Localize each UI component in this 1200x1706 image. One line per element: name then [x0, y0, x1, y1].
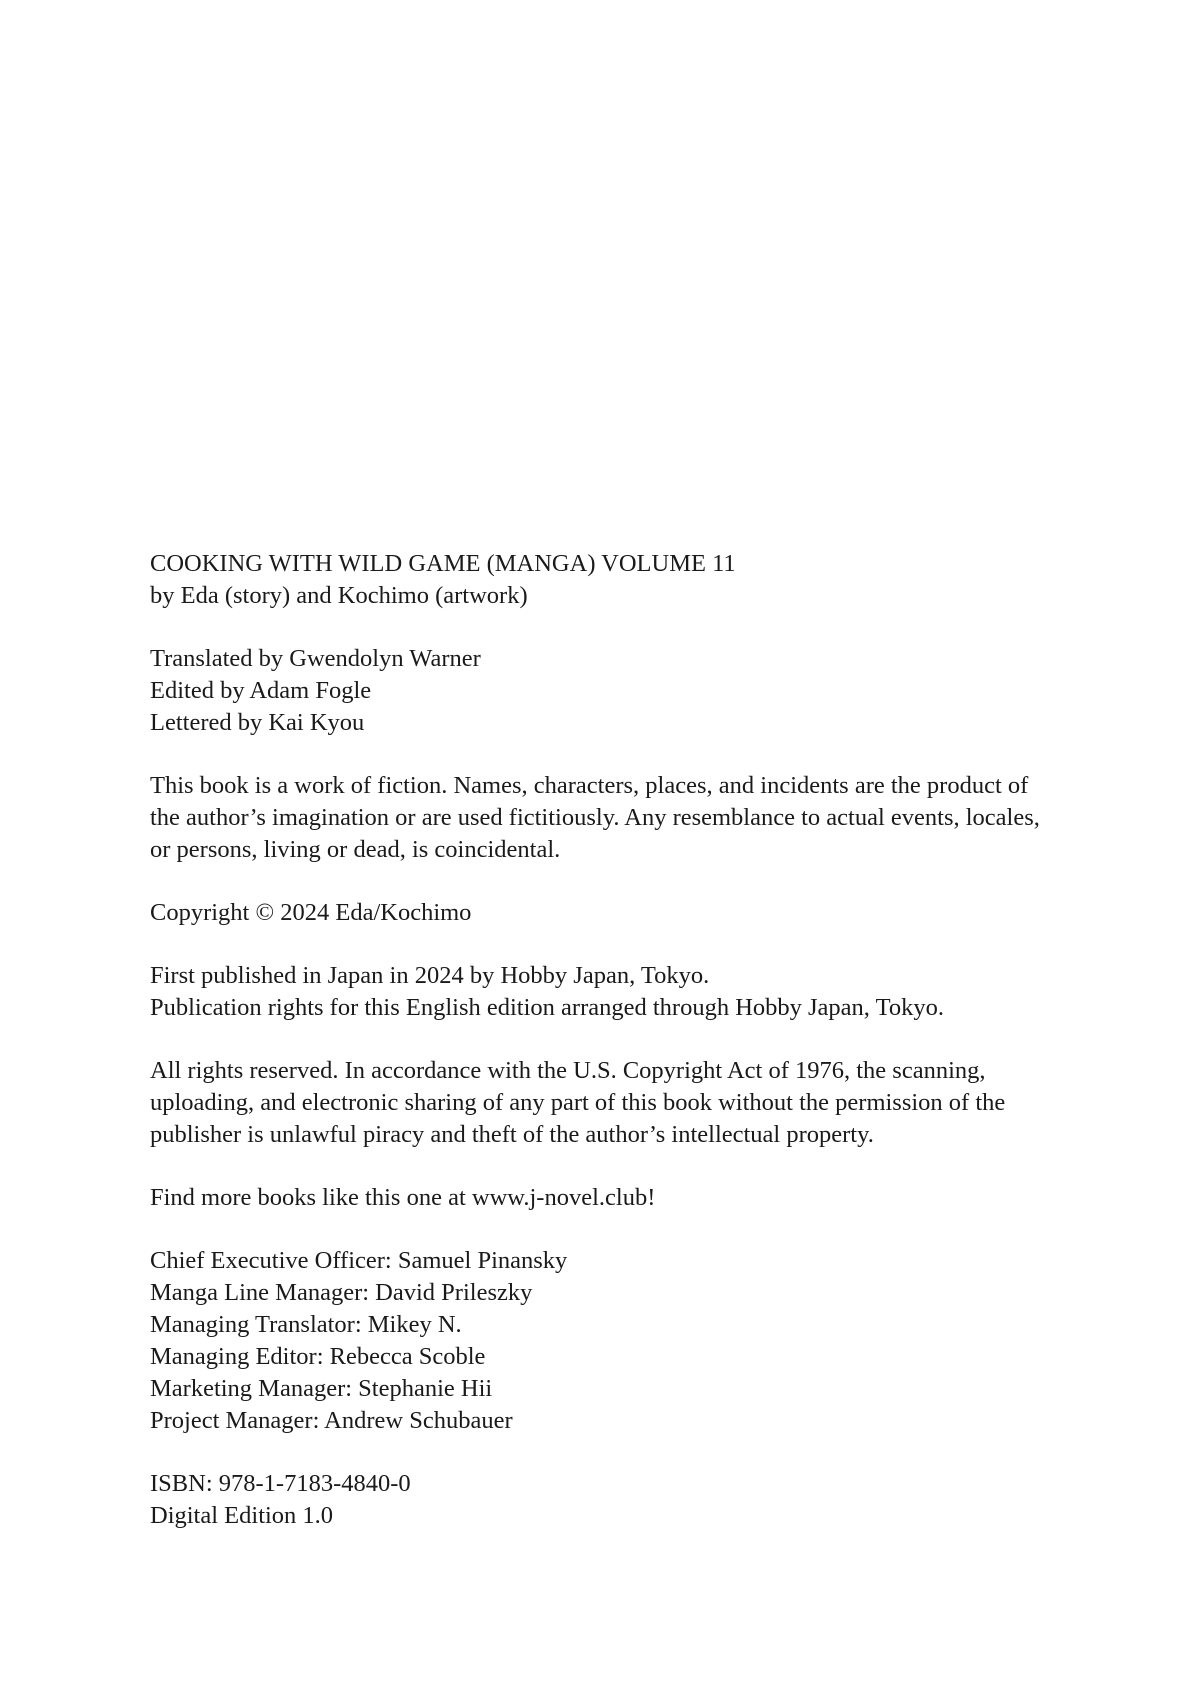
credits-block — [150, 643, 1110, 739]
staff-manga-line-manager: Manga Line Manager: David Prileszky — [150, 1279, 533, 1306]
edition-block — [150, 1468, 1110, 1532]
staff-marketing-manager: Marketing Manager: Stephanie Hii — [150, 1375, 493, 1402]
rights-line: All rights reserved. In accordance with the U.S. Copyright Act of 1976, the scanning, — [150, 1057, 986, 1084]
rights-line: publisher is unlawful piracy and theft of the author’s intellectual property. — [150, 1121, 874, 1148]
promo-text: Find more books like this one at www.j-novel.club! — [150, 1184, 656, 1211]
publication-block — [150, 960, 1110, 1024]
publication-line: First published in Japan in 2024 by Hobby Japan, Tokyo. — [150, 962, 710, 989]
disclaimer-line: This book is a work of fiction. Names, characters, places, and incidents are the product of — [150, 772, 1029, 799]
staff-ceo: Chief Executive Officer: Samuel Pinansky — [150, 1247, 568, 1274]
credit-editor: Edited by Adam Fogle — [150, 677, 372, 704]
rights-line: uploading, and electronic sharing of any part of this book without the permission of the — [150, 1089, 1006, 1116]
byline: by Eda (story) and Kochimo (artwork) — [150, 582, 528, 609]
disclaimer-line: or persons, living or dead, is coincidental. — [150, 836, 561, 863]
publication-line: Publication rights for this English edition arranged through Hobby Japan, Tokyo. — [150, 994, 944, 1021]
credit-letterer: Lettered by Kai Kyou — [150, 709, 365, 736]
copyright-block — [150, 897, 1110, 929]
edition-version: Digital Edition 1.0 — [150, 1502, 334, 1529]
staff-block — [150, 1245, 1110, 1437]
isbn: ISBN: 978-1-7183-4840-0 — [150, 1470, 411, 1497]
credit-translator: Translated by Gwendolyn Warner — [150, 645, 481, 672]
fiction-disclaimer — [150, 770, 1110, 866]
staff-project-manager: Project Manager: Andrew Schubauer — [150, 1407, 513, 1434]
copyright-notice: Copyright © 2024 Eda/Kochimo — [150, 899, 472, 926]
title-block — [150, 548, 1110, 612]
promo-block — [150, 1182, 1110, 1214]
copyright-page — [150, 548, 1110, 1563]
staff-managing-editor: Managing Editor: Rebecca Scoble — [150, 1343, 486, 1370]
rights-block — [150, 1055, 1110, 1151]
staff-managing-translator: Managing Translator: Mikey N. — [150, 1311, 462, 1338]
book-title: COOKING WITH WILD GAME (MANGA) VOLUME 11 — [150, 550, 736, 577]
disclaimer-line: the author’s imagination or are used fictitiously. Any resemblance to actual events, locales, — [150, 804, 1040, 831]
